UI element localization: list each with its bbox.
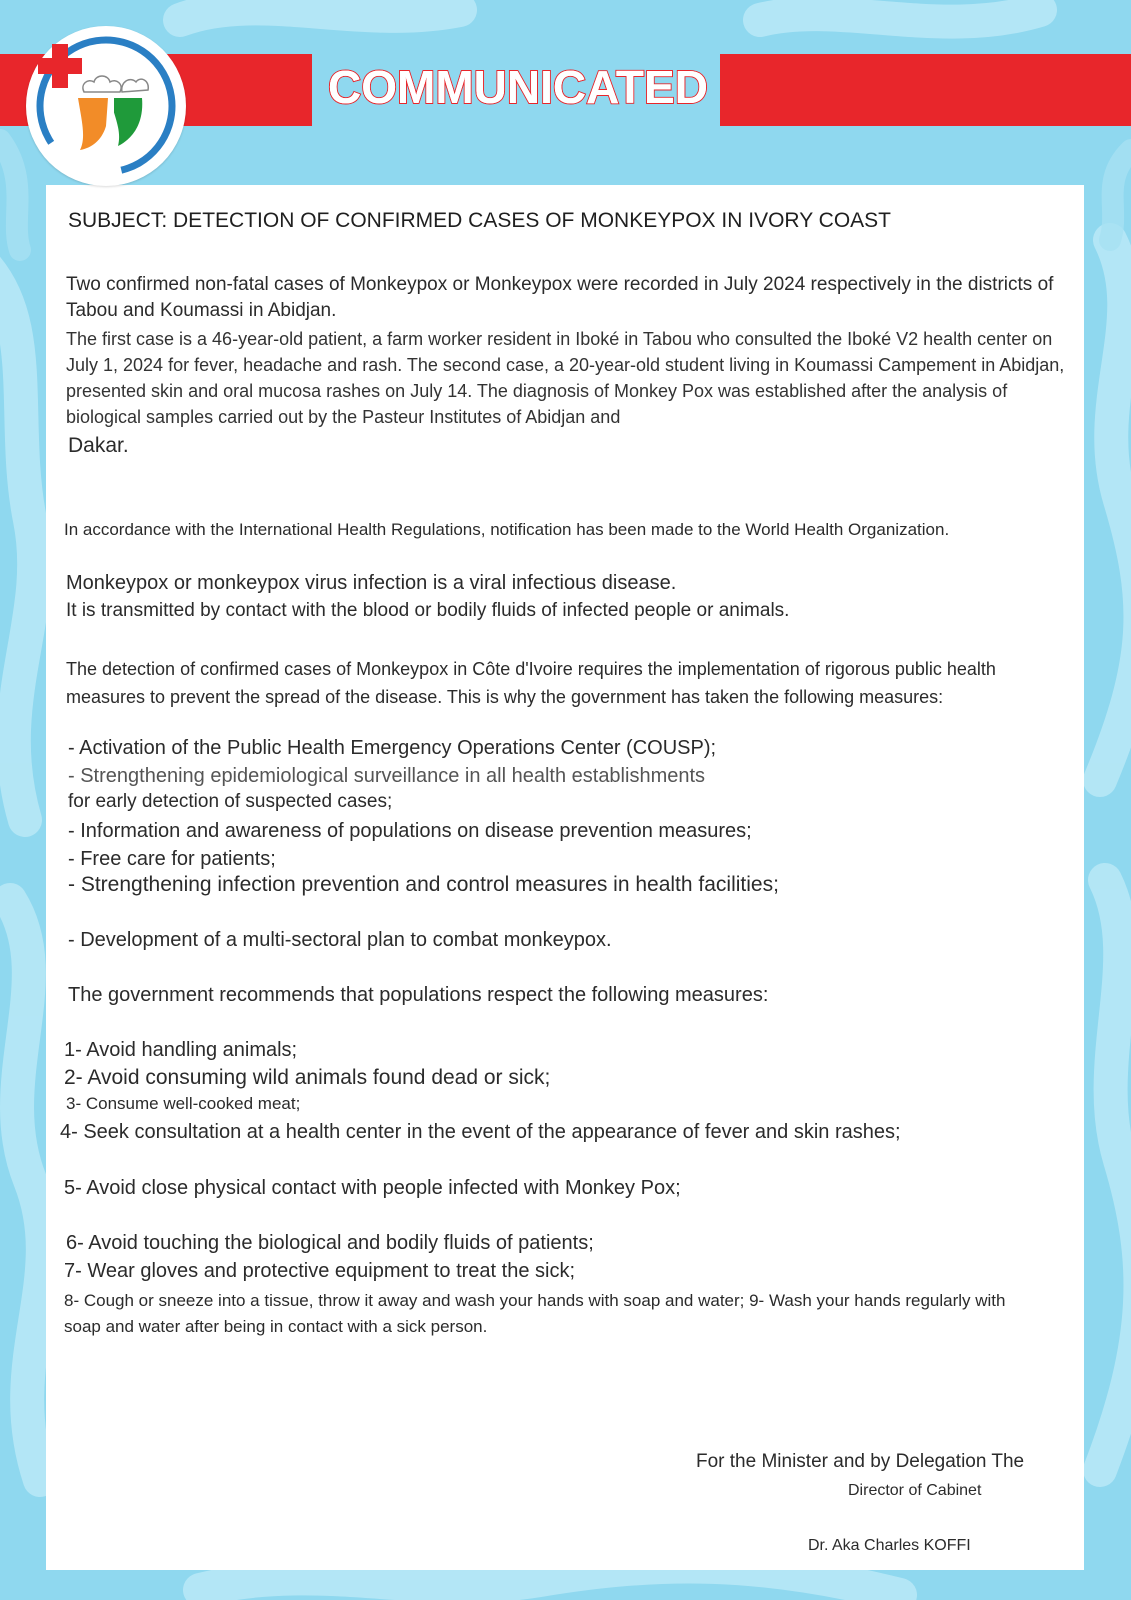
recommendation-item: 7- Wear gloves and protective equipment to treat the sick; bbox=[64, 1260, 576, 1282]
signature-title: Director of Cabinet bbox=[848, 1482, 982, 1499]
measure-item: for early detection of suspected cases; bbox=[68, 791, 393, 812]
paragraph-case-details-end: Dakar. bbox=[68, 434, 129, 457]
recommendation-item: 2- Avoid consuming wild animals found dead or sick; bbox=[64, 1066, 551, 1089]
recommendations-heading: The government recommends that populations respect the following measures: bbox=[68, 984, 769, 1006]
signatory-name: Dr. Aka Charles KOFFI bbox=[808, 1537, 971, 1554]
banner-title-text: COMMUNICATED bbox=[328, 61, 708, 113]
measure-item: - Strengthening epidemiological surveillance in all health establishments bbox=[68, 765, 706, 787]
recommendation-item: 3- Consume well-cooked meat; bbox=[66, 1094, 301, 1113]
paragraph-ihr-notification: In accordance with the International Health Regulations, notification has been made to the World Health Organization. bbox=[64, 520, 950, 539]
recommendation-item-8-9: 8- Cough or sneeze into a tissue, throw it away and wash your hands with soap and water; 9- Wash your hands regularly with soap and water after being in contact with a sick person. bbox=[64, 1291, 1006, 1336]
recommendation-item: 5- Avoid close physical contact with people infected with Monkey Pox; bbox=[64, 1177, 681, 1199]
subject-line: SUBJECT: DETECTION OF CONFIRMED CASES OF MONKEYPOX IN IVORY COAST bbox=[68, 209, 891, 232]
measure-item: - Development of a multi-sectoral plan to combat monkeypox. bbox=[68, 929, 612, 951]
measure-item: - Free care for patients; bbox=[68, 848, 276, 870]
paragraph-detection: The detection of confirmed cases of Monkeypox in Côte d'Ivoire requires the implementation of rigorous public health measures to prevent the spread of the disease. This is why the government has taken the following measures: bbox=[66, 659, 996, 707]
measure-item: - Information and awareness of populations on disease prevention measures; bbox=[68, 820, 752, 842]
measure-item: - Strengthening infection prevention and control measures in health facilities; bbox=[68, 873, 779, 896]
signature-line: For the Minister and by Delegation The bbox=[696, 1451, 1025, 1472]
recommendation-item: 6- Avoid touching the biological and bodily fluids of patients; bbox=[66, 1232, 594, 1254]
paragraph-transmission: It is transmitted by contact with the blood or bodily fluids of infected people or animals. bbox=[66, 600, 790, 621]
recommendation-item: 1- Avoid handling animals; bbox=[64, 1039, 298, 1061]
paragraph-definition: Monkeypox or monkeypox virus infection is a viral infectious disease. bbox=[66, 572, 677, 594]
paragraph-cases: Two confirmed non-fatal cases of Monkeypox or Monkeypox were recorded in July 2024 respectively in the districts of Tabou and Koumassi in Abidjan. bbox=[66, 274, 1054, 321]
recommendation-item: 4- Seek consultation at a health center in the event of the appearance of fever and skin rashes; bbox=[60, 1121, 901, 1143]
measure-item: - Activation of the Public Health Emergency Operations Center (COUSP); bbox=[68, 737, 717, 759]
paragraph-case-details: The first case is a 46-year-old patient, a farm worker resident in Iboké in Tabou who consulted the Iboké V2 health center on July 1, 2024 for fever, headache and rash. The second case, a 20-year-old student living in Koumassi Campement in Abidjan, presented skin and oral mucosa rashes on July 14. The diagnosis of Monkey Pox was established after the analysis of biological samples carried out by the Pasteur Institutes of Abidjan and bbox=[66, 329, 1065, 427]
